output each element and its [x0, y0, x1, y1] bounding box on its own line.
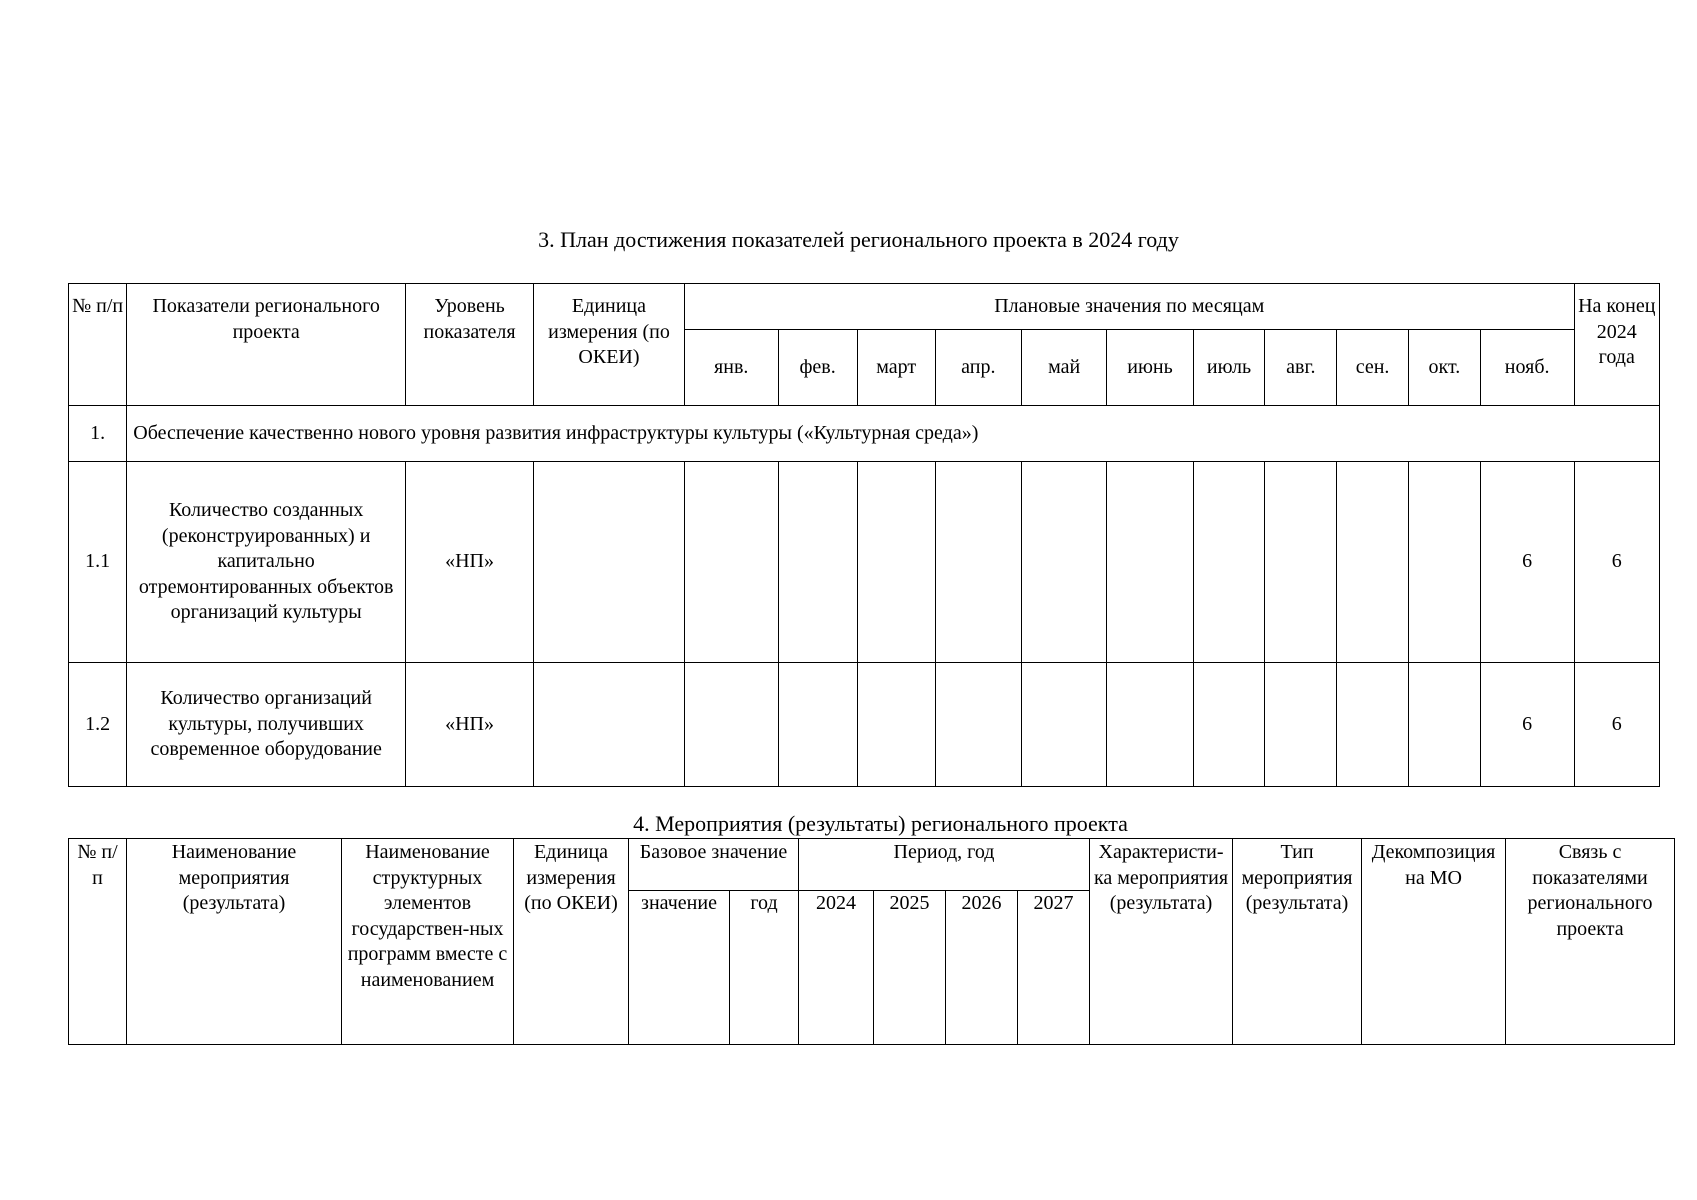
month-cell	[857, 462, 935, 663]
month-cell	[857, 663, 935, 787]
month-cell	[1337, 462, 1409, 663]
events-col-unit: Единица измерения (по ОКЕИ)	[514, 839, 629, 1045]
month-header: янв.	[684, 330, 778, 406]
month-header: март	[857, 330, 935, 406]
month-cell	[1107, 462, 1193, 663]
base-value-header: значение	[629, 891, 730, 1045]
group-num: 1.	[69, 406, 127, 462]
year-header: 2027	[1018, 891, 1090, 1045]
row-unit	[534, 462, 685, 663]
month-cell	[935, 462, 1021, 663]
month-cell	[778, 462, 857, 663]
group-row	[69, 406, 1660, 462]
month-cell-nov: 6	[1480, 663, 1574, 787]
month-cell	[1265, 462, 1337, 663]
year-header: 2025	[874, 891, 946, 1045]
events-col-name: Наименование мероприятия (результата)	[127, 839, 342, 1045]
events-col-num: № п/п	[69, 839, 127, 1045]
month-cell	[1408, 663, 1480, 787]
month-header: авг.	[1265, 330, 1337, 406]
indicators-plan-table	[68, 283, 1660, 787]
events-col-characteristic: Характеристи-ка мероприятия (результата)	[1090, 839, 1233, 1045]
row-level: «НП»	[406, 663, 534, 787]
month-cell	[684, 462, 778, 663]
row-indicator: Количество организаций культуры, получивших современное оборудование	[127, 663, 406, 787]
base-year-header: год	[730, 891, 799, 1045]
section-3-title: 3. План достижения показателей регионального проекта в 2024 году	[538, 227, 1179, 252]
month-cell	[1193, 462, 1265, 663]
month-cell	[1265, 663, 1337, 787]
year-header: 2026	[946, 891, 1018, 1045]
events-col-base: Базовое значение	[629, 839, 799, 891]
table-row	[69, 462, 1660, 663]
events-col-decomposition: Декомпозиция на МО	[1362, 839, 1506, 1045]
month-cell	[935, 663, 1021, 787]
events-col-period: Период, год	[799, 839, 1090, 891]
row-unit	[534, 663, 685, 787]
row-end-value: 6	[1574, 462, 1659, 663]
row-indicator: Количество созданных (реконструированных) и капитально отремонтированных объектов организаций культуры	[127, 462, 406, 663]
group-name: Обеспечение качественно нового уровня развития инфраструктуры культуры («Культурная среда»)	[127, 406, 1660, 462]
events-col-link: Связь с показателями регионального проекта	[1506, 839, 1675, 1045]
month-header: окт.	[1408, 330, 1480, 406]
month-cell	[684, 663, 778, 787]
month-cell	[1193, 663, 1265, 787]
col-end-of-year-header: На конец 2024 года	[1574, 284, 1659, 406]
month-header: апр.	[935, 330, 1021, 406]
events-col-structural: Наименование структурных элементов государствен-ных программ вместе с наименованием	[342, 839, 514, 1045]
month-cell	[1021, 462, 1106, 663]
month-cell	[1337, 663, 1409, 787]
planned-values-header: Плановые значения по месяцам	[684, 284, 1574, 330]
section-4-title: 4. Мероприятия (результаты) регионального проекта	[633, 811, 1128, 836]
month-header: сен.	[1337, 330, 1409, 406]
row-num: 1.1	[69, 462, 127, 663]
month-cell	[1021, 663, 1106, 787]
month-header: май	[1021, 330, 1106, 406]
events-col-type: Тип мероприятия (результата)	[1233, 839, 1362, 1045]
col-num-header: № п/п	[69, 284, 127, 406]
row-num: 1.2	[69, 663, 127, 787]
events-table	[68, 838, 1675, 1045]
month-header: июнь	[1107, 330, 1193, 406]
table-row	[69, 663, 1660, 787]
col-unit-header: Единица измерения (по ОКЕИ)	[534, 284, 685, 406]
month-cell	[778, 663, 857, 787]
month-header: июль	[1193, 330, 1265, 406]
col-level-header: Уровень показателя	[406, 284, 534, 406]
row-end-value: 6	[1574, 663, 1659, 787]
year-header: 2024	[799, 891, 874, 1045]
col-indicator-header: Показатели регионального проекта	[127, 284, 406, 406]
month-cell	[1107, 663, 1193, 787]
month-cell	[1408, 462, 1480, 663]
month-header: фев.	[778, 330, 857, 406]
month-header: нояб.	[1480, 330, 1574, 406]
row-level: «НП»	[406, 462, 534, 663]
month-cell-nov: 6	[1480, 462, 1574, 663]
